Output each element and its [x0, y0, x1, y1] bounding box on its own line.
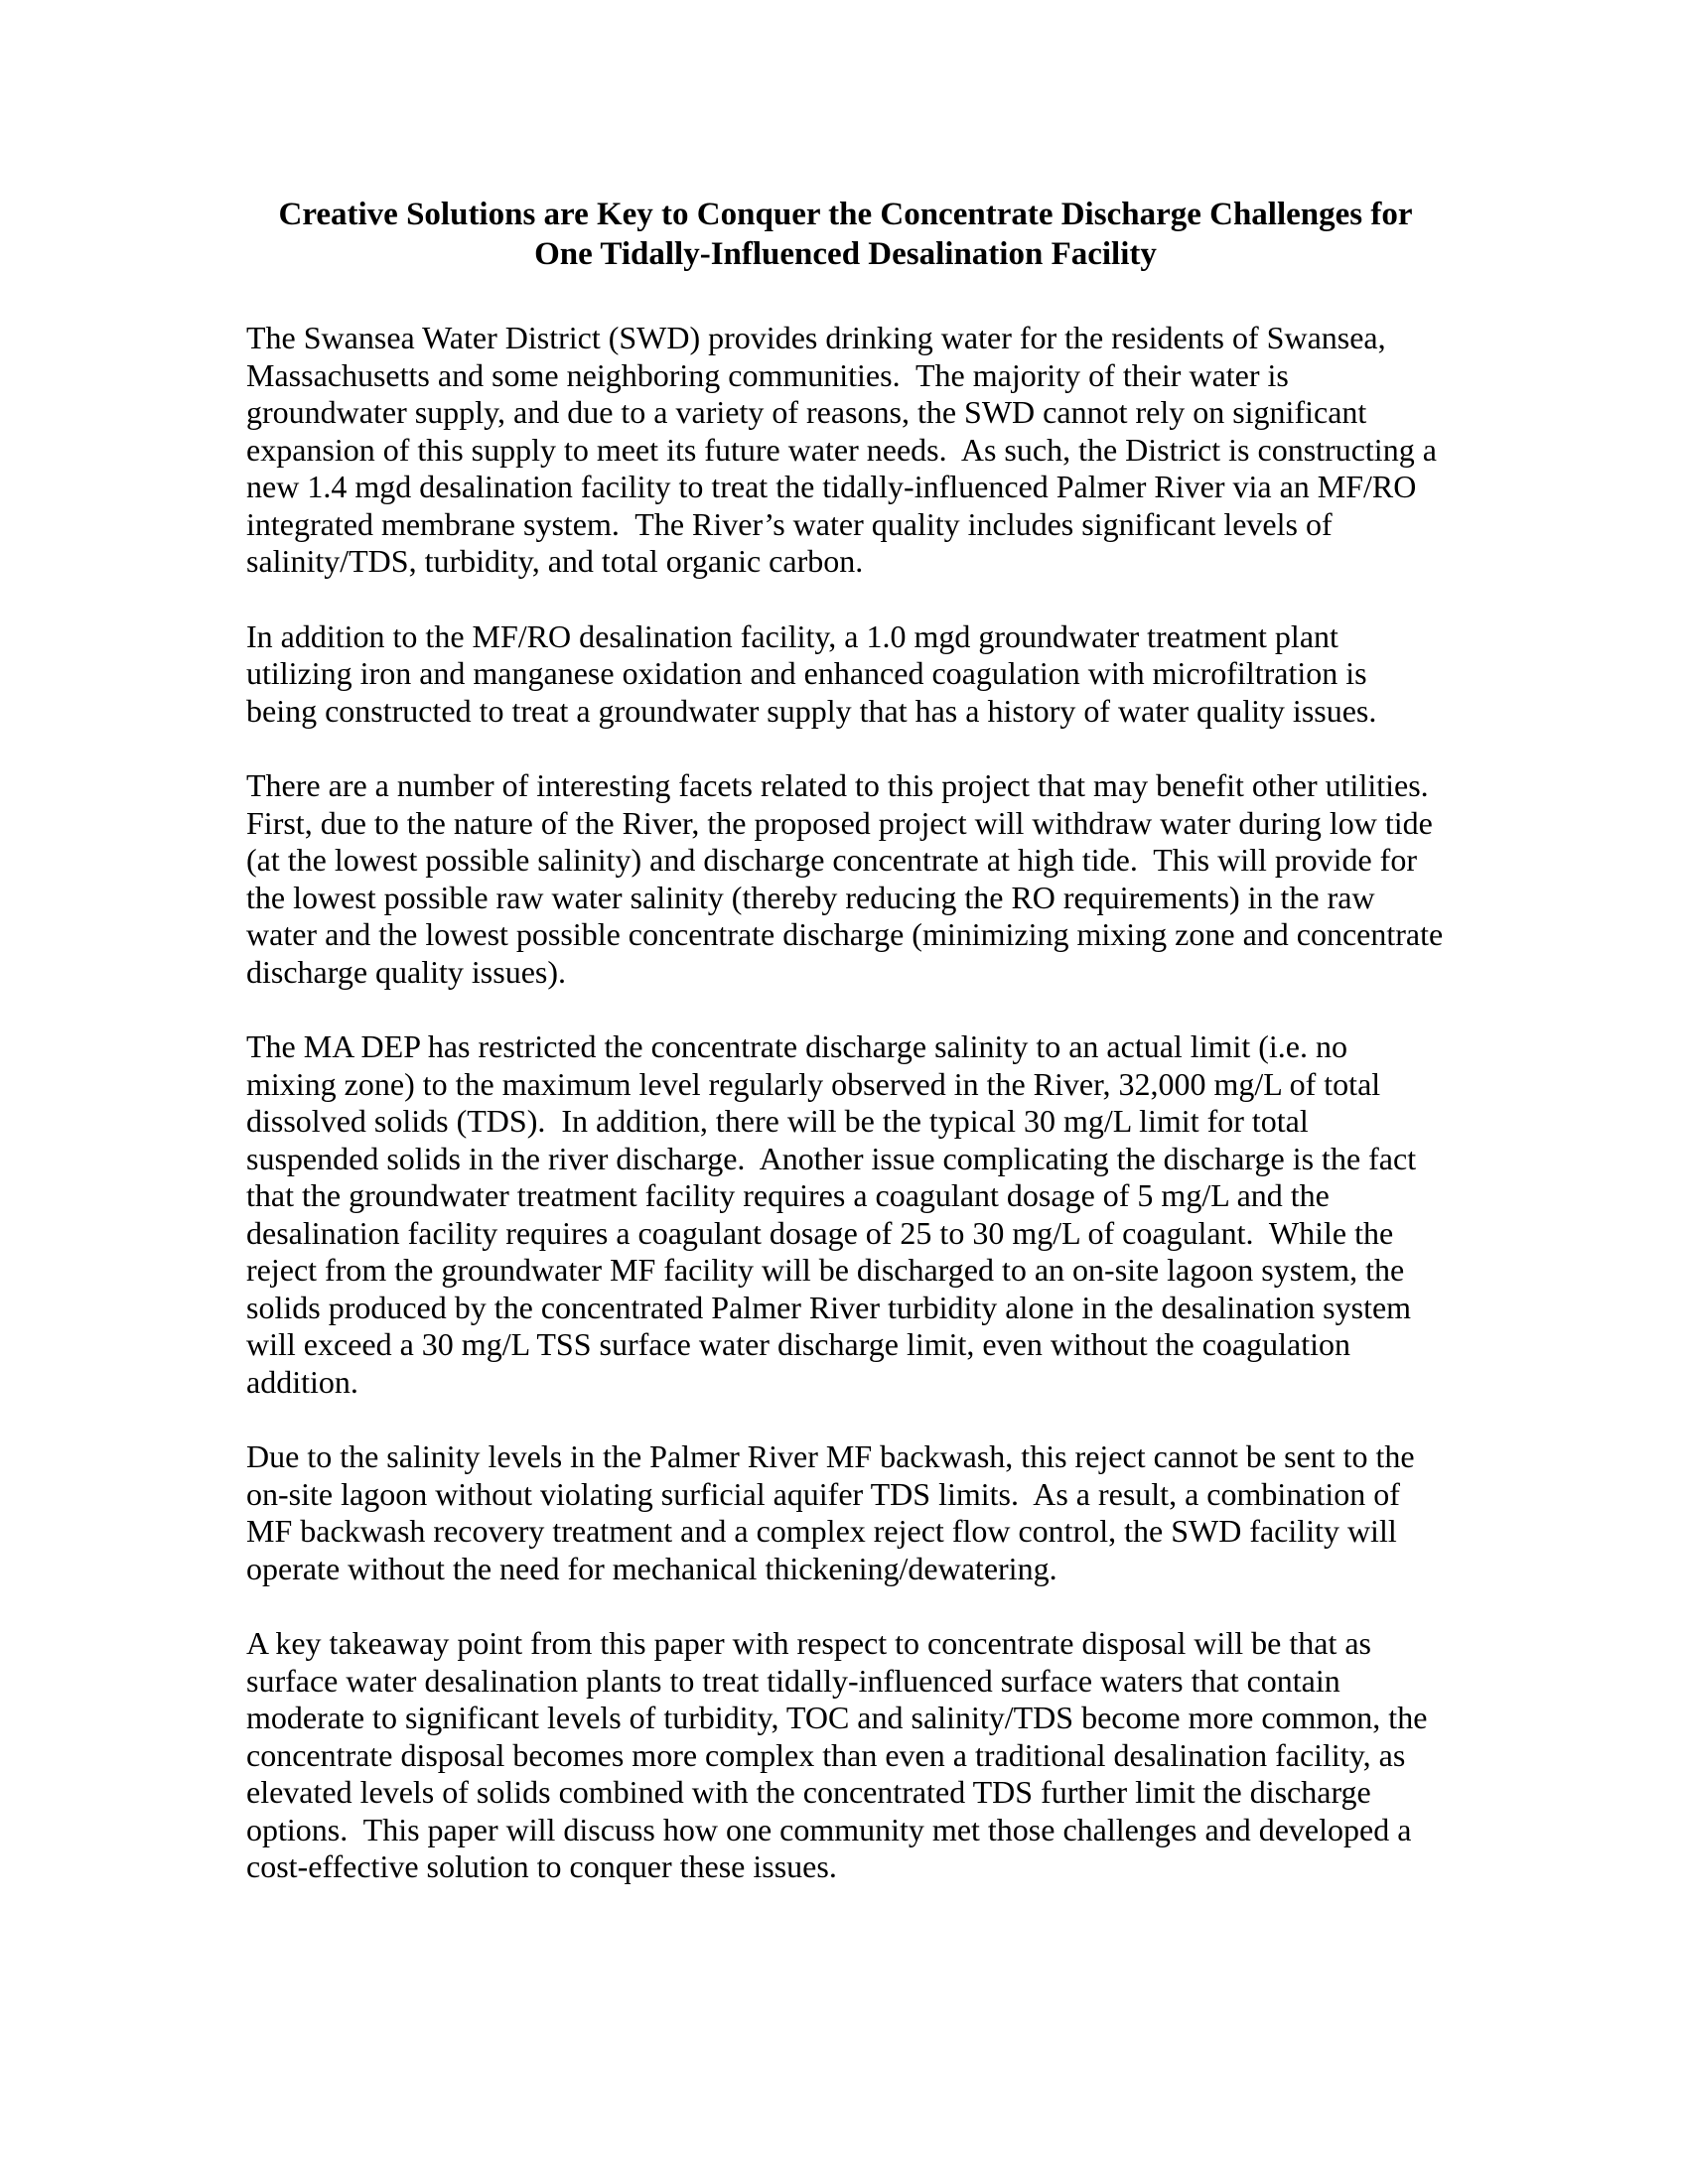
paragraph-5: Due to the salinity levels in the Palmer River MF backwash, this reject cannot be sent to the on-site lagoon without violating surficial aquifer TDS limits. As a result, a combination of MF backwash recovery treatment and a complex reject flow control, the SWD facility will operate without the need for mechanical thickening/dewatering. — [246, 1438, 1423, 1586]
paragraph-1: The Swansea Water District (SWD) provides drinking water for the residents of Swansea, Massachusetts and some neighboring communities. The majority of their water is groundwater supply, and due to a variety of reasons, the SWD cannot rely on significant expansion of this supply to meet its future water needs. As such, the District is constructing a new 1.4 mgd desalination facility to treat the tidally-influenced Palmer River via an MF/RO integrated membrane system. The River’s water quality includes significant levels of salinity/TDS, turbidity, and total organic carbon. — [246, 320, 1445, 579]
paper-title-line-2: One Tidally-Influenced Desalination Facility — [534, 236, 1157, 272]
paragraph-6: A key takeaway point from this paper with respect to concentrate disposal will be that as surface water desalination plants to treat tidally-influenced surface waters that contain moderate to significant levels of turbidity, TOC and salinity/TDS become more common, the concentrate disposal becomes more complex than even a traditional desalination facility, as elevated levels of solids combined with the concentrated TDS further limit the discharge options. This paper will discuss how one community met those challenges and developed a cost-effective solution to conquer these issues. — [246, 1625, 1436, 1884]
paper-title — [246, 195, 1445, 274]
abstract-body — [246, 320, 1452, 1886]
paragraph-3: There are a number of interesting facets related to this project that may benefit other utilities. First, due to the nature of the River, the proposed project will withdraw water during low tide (at the lowest possible salinity) and discharge concentrate at high tide. This will provide for the lowest possible raw water salinity (thereby reducing the RO requirements) in the raw water and the lowest possible concentrate discharge (minimizing mixing zone and concentrate discharge quality issues). — [246, 767, 1452, 990]
paragraph-2: In addition to the MF/RO desalination facility, a 1.0 mgd groundwater treatment plant utilizing iron and manganese oxidation and enhanced coagulation with microfiltration is being constructed to treat a groundwater supply that has a history of water quality issues. — [246, 617, 1377, 729]
paragraph-4: The MA DEP has restricted the concentrate discharge salinity to an actual limit (i.e. no mixing zone) to the maximum level regularly observed in the River, 32,000 mg/L of total dissolved solids (TDS). In addition, there will be the typical 30 mg/L limit for total suspended solids in the river discharge. Another issue complicating the discharge is the fact that the groundwater treatment facility requires a coagulant dosage of 5 mg/L and the desalination facility requires a coagulant dosage of 25 to 30 mg/L of coagulant. While the reject from the groundwater MF facility will be discharged to an on-site lagoon system, the solids produced by the concentrated Palmer River turbidity alone in the desalination system will exceed a 30 mg/L TSS surface water discharge limit, even without the coagulation addition. — [246, 1028, 1425, 1400]
paper-title-line-1: Creative Solutions are Key to Conquer the Concentrate Discharge Challenges for — [278, 197, 1413, 232]
